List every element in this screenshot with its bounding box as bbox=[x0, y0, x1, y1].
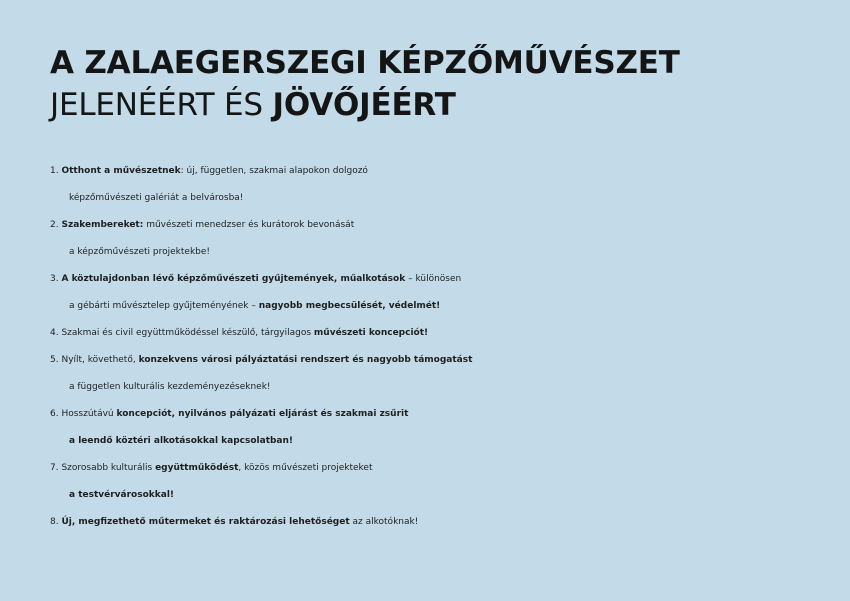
item-line bbox=[50, 511, 840, 533]
item-text: művészeti menedzser és kurátorok bevonását bbox=[143, 220, 355, 230]
item-number: 6. bbox=[50, 409, 59, 419]
item-bold-text: Szakembereket: bbox=[61, 220, 144, 230]
list-item bbox=[50, 322, 840, 344]
item-line bbox=[50, 376, 840, 398]
item-bold-text: nagyobb megbecsülését, védelmét! bbox=[258, 301, 441, 311]
item-text: Nyílt, követhető, bbox=[61, 355, 139, 365]
item-line bbox=[50, 187, 840, 209]
demands-list bbox=[50, 160, 840, 538]
list-item bbox=[50, 160, 840, 209]
item-line bbox=[50, 457, 840, 479]
item-bold-text: Új, megfizethető műtermeket és raktározási lehetőséget bbox=[61, 517, 350, 527]
title-line-1: A ZALAEGERSZEGI KÉPZŐMŰVÉSZET bbox=[50, 45, 680, 81]
item-line bbox=[50, 322, 840, 344]
item-bold-text: művészeti koncepciót! bbox=[313, 328, 429, 338]
item-bold-text: A köztulajdonban lévő képzőművészeti gyűjtemények, műalkotások bbox=[61, 274, 406, 284]
item-text: az alkotóknak! bbox=[349, 517, 419, 527]
page-title bbox=[50, 42, 830, 126]
item-text: a gébárti művésztelep gyűjteményének – bbox=[69, 301, 259, 311]
item-line bbox=[50, 430, 840, 452]
item-bold-text: koncepciót, nyilvános pályázati eljárást és szakmai zsűrit bbox=[116, 409, 409, 419]
list-item bbox=[50, 403, 840, 452]
item-text: Szorosabb kulturális bbox=[61, 463, 156, 473]
list-item bbox=[50, 511, 840, 533]
item-number: 5. bbox=[50, 355, 59, 365]
item-text: a független kulturális kezdeményezéseknek! bbox=[69, 382, 271, 392]
list-item bbox=[50, 214, 840, 263]
item-number: 4. bbox=[50, 328, 59, 338]
item-bold-text: a leendő köztéri alkotásokkal kapcsolatban! bbox=[69, 436, 294, 446]
item-bold-text: konzekvens városi pályáztatási rendszert és nagyobb támogatást bbox=[138, 355, 473, 365]
item-bold-text: együttműködést bbox=[155, 463, 239, 473]
item-text: Szakmai és civil együttműködéssel készülő, tárgyilagos bbox=[61, 328, 314, 338]
list-item bbox=[50, 349, 840, 398]
item-line bbox=[50, 349, 840, 371]
item-line bbox=[50, 403, 840, 425]
item-line bbox=[50, 268, 840, 290]
item-line bbox=[50, 484, 840, 506]
item-text: Hosszútávú bbox=[61, 409, 117, 419]
list-item bbox=[50, 457, 840, 506]
item-text: : új, független, szakmai alapokon dolgozó bbox=[180, 166, 368, 176]
item-line bbox=[50, 214, 840, 236]
item-line bbox=[50, 295, 840, 317]
item-text: képzőművészeti galériát a belvárosba! bbox=[69, 193, 244, 203]
item-text: , közös művészeti projekteket bbox=[238, 463, 373, 473]
item-text: a képzőművészeti projektekbe! bbox=[69, 247, 211, 257]
item-number: 7. bbox=[50, 463, 59, 473]
list-item bbox=[50, 268, 840, 317]
item-number: 8. bbox=[50, 517, 59, 527]
item-line bbox=[50, 160, 840, 182]
item-line bbox=[50, 241, 840, 263]
title-line-2-bold: JÖVŐJÉÉRT bbox=[272, 87, 456, 123]
item-text: – különösen bbox=[405, 274, 462, 284]
title-line-2 bbox=[50, 84, 830, 126]
item-number: 1. bbox=[50, 166, 59, 176]
title-line-2-normal: JELENÉÉRT ÉS bbox=[50, 87, 273, 123]
item-bold-text: a testvérvárosokkal! bbox=[69, 490, 175, 500]
item-number: 2. bbox=[50, 220, 59, 230]
poster bbox=[50, 42, 830, 527]
item-bold-text: Otthont a művészetnek bbox=[61, 166, 181, 176]
item-number: 3. bbox=[50, 274, 59, 284]
